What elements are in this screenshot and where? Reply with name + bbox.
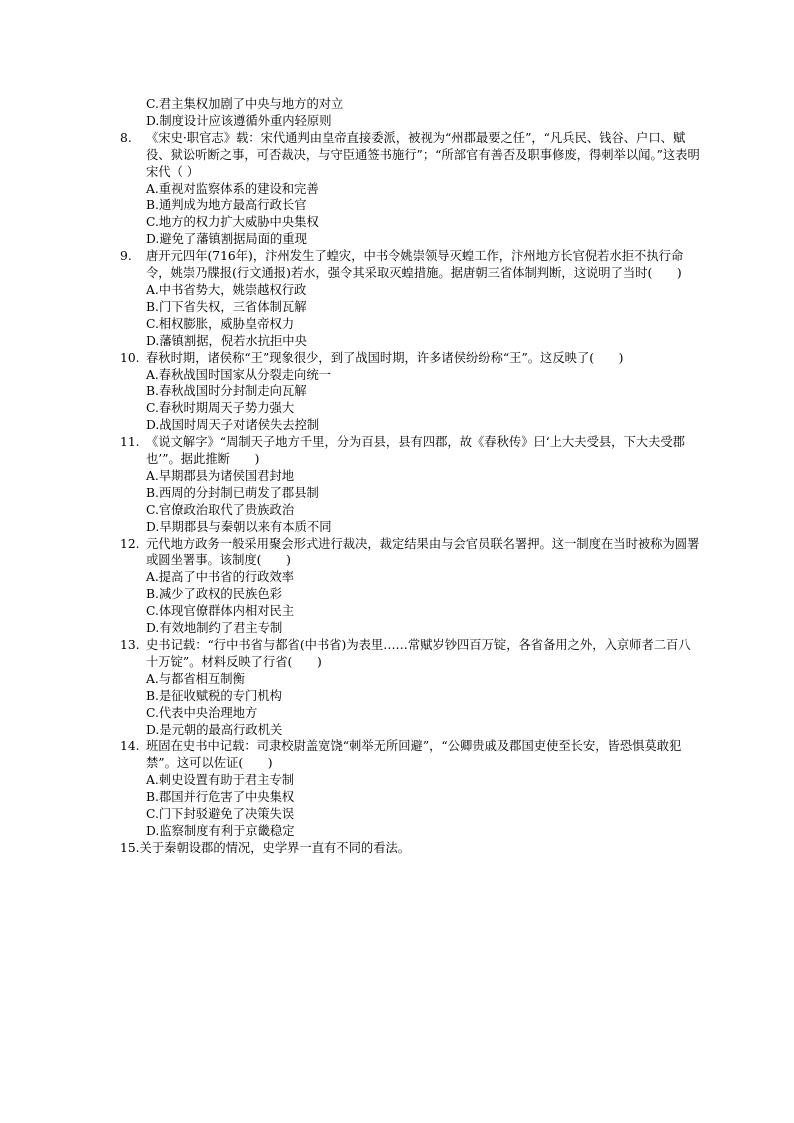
option-d: D.战国时周天子对诸侯失去控制 [146, 418, 320, 433]
question-14 [120, 738, 700, 839]
question-8 [120, 130, 700, 248]
option-a: A.与都省相互制衡 [146, 671, 245, 686]
option-a: A.重视对监察体系的建设和完善 [146, 181, 319, 196]
question-15-intro: 15.关于秦朝设郡的情况，史学界一直有不同的看法。 [120, 840, 411, 855]
option-d: D.避免了藩镇割据局面的重现 [146, 232, 307, 247]
question-13 [120, 637, 700, 738]
question-10 [120, 350, 700, 435]
option-a: A.早期郡县为诸侯国君封地 [146, 468, 295, 483]
option-c: C.体现官僚群体内相对民主 [146, 604, 295, 619]
option-c: C.代表中央治理地方 [146, 705, 258, 720]
option-a: A.提高了中书省的行政效率 [146, 570, 295, 585]
question-number: 8. [120, 130, 132, 145]
question-stem: 《说文解字》“周制天子地方千里，分为百县，县有四郡，故《春秋传》曰‘上大夫受县，下大夫受郡也’”。据此推断 ) [146, 435, 685, 467]
question-number: 14. [120, 739, 140, 754]
option-b: B.西周的分封制已萌发了郡县制 [146, 485, 319, 500]
option-d: D.藩镇割据，倪若水抗拒中央 [146, 333, 307, 348]
option-b: B.通判成为地方最高行政长官 [146, 198, 307, 213]
carryover-option-c: C.君主集权加剧了中央与地方的对立 [146, 97, 344, 111]
option-d: D.早期郡县与秦朝以来有本质不同 [146, 519, 332, 534]
document-page [120, 96, 700, 857]
question-number: 11. [120, 435, 140, 450]
carryover-option-d: D.制度设计应该遵循外重内轻原则 [146, 113, 332, 128]
question-9 [120, 248, 700, 349]
option-c: C.门下封驳避免了决策失误 [146, 807, 295, 822]
question-number: 13. [120, 638, 140, 652]
question-number: 10. [120, 350, 140, 365]
option-c: C.春秋时期周天子势力强大 [146, 401, 295, 416]
option-a: A.刺史设置有助于君主专制 [146, 773, 295, 788]
option-d: D.是元朝的最高行政机关 [146, 722, 283, 737]
option-b: B.是征收赋税的专门机构 [146, 688, 282, 703]
option-b: B.门下省失权，三省体制瓦解 [146, 299, 307, 314]
option-b: B.减少了政权的民族色彩 [146, 587, 282, 602]
question-stem: 元代地方政务一般采用聚会形式进行裁决，裁定结果由与会官员联名署押。这一制度在当时被称为圆署或圆坐署事。该制度( ) [146, 536, 700, 568]
question-stem: 《宋史·职官志》载：宋代通判由皇帝直接委派，被视为“州郡最要之任”，“凡兵民、钱谷、户口、赋役、狱讼听断之事，可否裁决，与守臣通签书施行”；“所部官有善否及职事修废，得刺举以闻。”这表明宋代（ ） [146, 130, 700, 179]
question-12 [120, 536, 700, 637]
option-a: A.中书省势大，姚崇越权行政 [146, 282, 307, 297]
option-d: D.有效地制约了君主专制 [146, 621, 283, 636]
question-stem: 春秋时期，诸侯称“王”现象很少，到了战国时期，许多诸侯纷纷称“王”。这反映了( ) [146, 350, 624, 365]
question-number: 9. [120, 249, 132, 264]
option-b: B.郡国并行危害了中央集权 [146, 790, 295, 805]
option-c: C.官僚政治取代了贵族政治 [146, 502, 295, 517]
option-c: C.地方的权力扩大威胁中央集权 [146, 215, 319, 230]
question-11 [120, 434, 700, 535]
option-d: D.监察制度有利于京畿稳定 [146, 823, 295, 838]
question-stem: 班固在史书中记载：司隶校尉盖宽饶“刺举无所回避”，“公卿贵戚及郡国吏使至长安，皆恐惧莫敢犯禁”。这可以佐证( ) [146, 739, 682, 771]
option-a: A.春秋战国时国家从分裂走向统一 [146, 367, 331, 382]
option-c: C.相权膨胀，威胁皇帝权力 [146, 316, 295, 331]
option-b: B.春秋战国时分封制走向瓦解 [146, 384, 307, 399]
question-number: 12. [120, 536, 140, 551]
question-stem: 唐开元四年(716年)，汴州发生了蝗灾，中书令姚崇领导灭蝗工作，汴州地方长官倪若水拒不执行命令，姚崇乃牒报(行文通报)若水，强令其采取灭蝗措施。据唐朝三省体制判断，这说明了当时( ) [146, 249, 684, 281]
question-stem: 史书记载：“行中书省与都省(中书省)为表里……常赋岁钞四百万锭，各省备用之外，入京师者二百八十万锭”。材料反映了行省( ) [146, 638, 691, 669]
